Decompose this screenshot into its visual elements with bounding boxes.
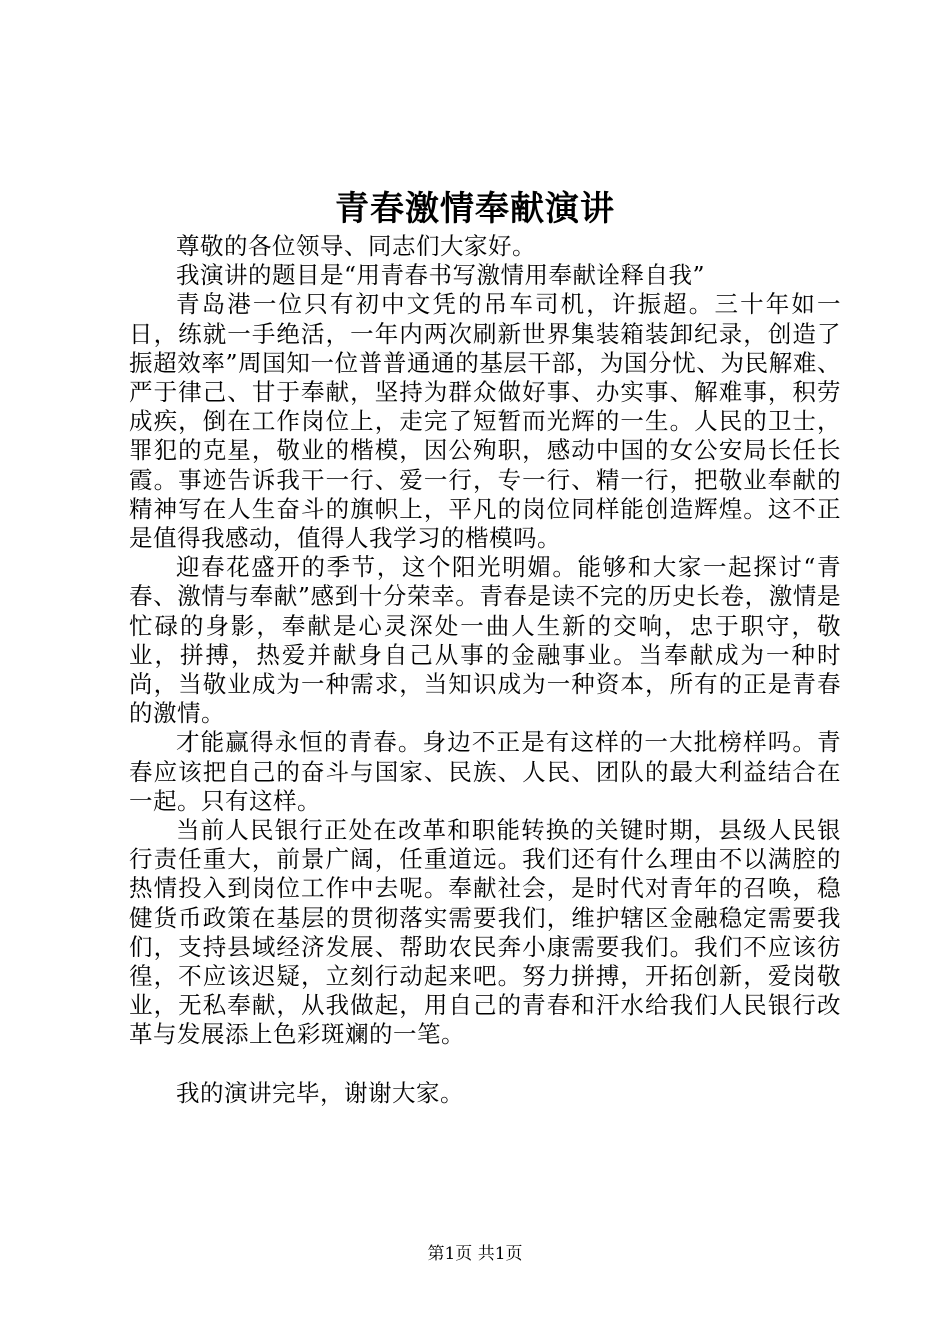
paragraph-spacer <box>129 1050 841 1079</box>
paragraph-role-models: 才能赢得永恒的青春。身边不正是有这样的一大批榜样吗。青春应该把自己的奋斗与国家、民族、人民、团队的最大利益结合在一起。只有这样。 <box>129 728 841 815</box>
paragraph-call-to-action: 当前人民银行正处在改革和职能转换的关键时期，县级人民银行责任重大，前景广阔，任重道远。我们还有什么理由不以满腔的热情投入到岗位工作中去呢。奉献社会，是时代对青年的召唤，稳健货币政策在基层的贯彻落实需要我们，维护辖区金融稳定需要我们，支持县域经济发展、帮助农民奔小康需要我们。我们不应该彷徨，不应该迟疑，立刻行动起来吧。努力拼搏，开拓创新，爱岗敬业，无私奉献，从我做起，用自己的青春和汗水给我们人民银行改革与发展添上色彩斑斓的一笔。 <box>129 816 841 1049</box>
paragraph-closing: 我的演讲完毕，谢谢大家。 <box>176 1078 464 1107</box>
paragraph-youth-passion: 迎春花盛开的季节，这个阳光明媚。能够和大家一起探讨“青春、激情与奉献”感到十分荣幸。青春是读不完的历史长卷，激情是忙碌的身影，奉献是心灵深处一曲人生新的交响，忠于职守，敬业，拼搏，热爱并献身自己从事的金融事业。当奉献成为一种时尚，当敬业成为一种需求，当知识成为一种资本，所有的正是青春的激情。 <box>129 553 841 728</box>
page-footer: 第1页 共1页 <box>427 1244 523 1264</box>
document-body <box>129 232 841 1108</box>
paragraph-examples: 青岛港一位只有初中文凭的吊车司机，许振超。三十年如一日，练就一手绝活，一年内两次刷新世界集装箱装卸纪录，创造了振超效率”周国知一位普普通通的基层干部，为国分忧、为民解难、严于律己、甘于奉献，坚持为群众做好事、办实事、解难事，积劳成疾，倒在工作岗位上，走完了短暂而光辉的一生。人民的卫士，罪犯的克星，敬业的楷模，因公殉职，感动中国的女公安局长任长霞。事迹告诉我干一行、爱一行，专一行、精一行，把敬业奉献的精神写在人生奋斗的旗帜上，平凡的岗位同样能创造辉煌。这不正是值得我感动，值得人我学习的楷模吗。 <box>129 290 841 553</box>
paragraph-greeting: 尊敬的各位领导、同志们大家好。 <box>176 232 536 260</box>
paragraph-topic: 我演讲的题目是“用青春书写激情用奉献诠释自我” <box>176 261 706 290</box>
document-title: 青春激情奉献演讲 <box>335 189 615 229</box>
